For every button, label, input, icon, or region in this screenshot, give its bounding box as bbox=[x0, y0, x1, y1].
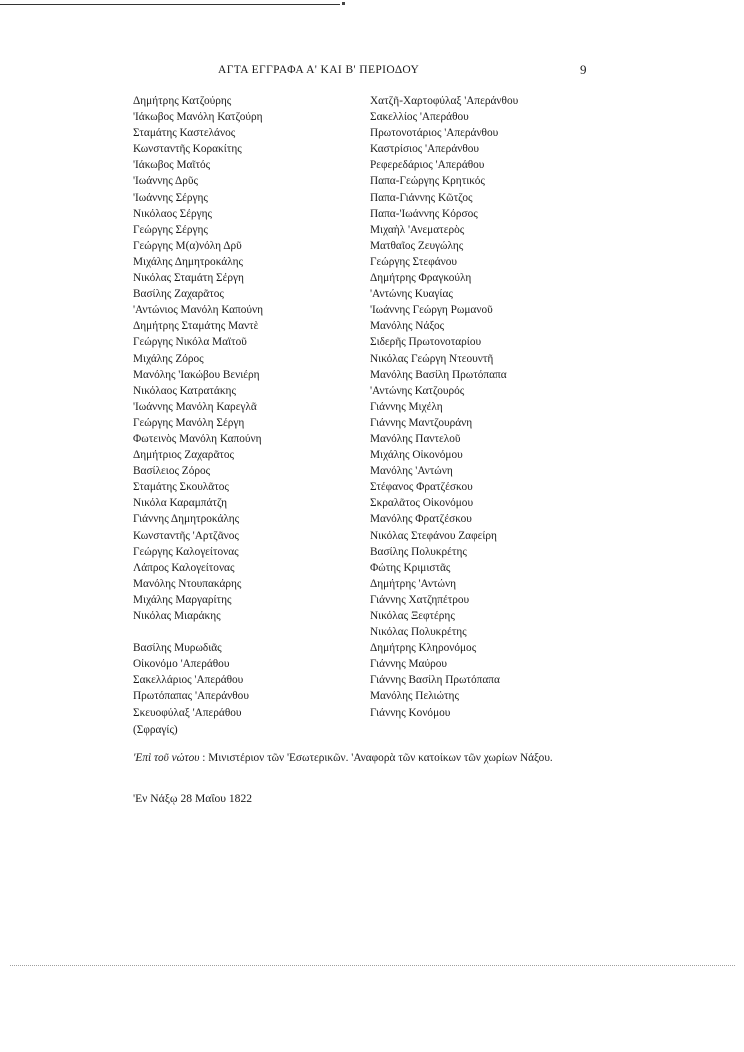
top-rule bbox=[0, 4, 340, 5]
signatory-name: Νικόλας Στεφάνου Ζαφείρη bbox=[370, 529, 497, 542]
signatory-name: Μανόλης Φρατζέσκου bbox=[370, 513, 472, 526]
signatory-name: Νικόλα Καραμπάτζη bbox=[133, 497, 228, 510]
signatory-name: Δημήτρης Φραγκούλη bbox=[370, 272, 472, 285]
signatory-name: Γιάννης Μαύρου bbox=[370, 658, 447, 671]
signatory-name: Φωτεινὸς Μανόλη Καπούνη bbox=[133, 432, 262, 445]
page-header bbox=[0, 64, 744, 82]
signatory-name: Πρωτονοτάριος 'Απεράνθου bbox=[370, 127, 499, 140]
signatory-name: Γεώργης Στεφάνου bbox=[370, 255, 457, 268]
signatory-name: Γιάννης Κονόμου bbox=[370, 706, 451, 719]
signatory-name: Σακελλίος 'Απεράθου bbox=[370, 111, 469, 124]
signatory-name: Σταμάτης Καστελάνος bbox=[133, 127, 236, 140]
signatory-name: Οἰκονόμο 'Απεράθου bbox=[133, 658, 230, 671]
signatory-name: Μιχάλης Μαργαρίτης bbox=[133, 593, 232, 606]
signatories-right-column bbox=[370, 93, 518, 721]
signatory-name: Παπα-Γεώργης Κρητικός bbox=[370, 175, 485, 188]
verso-text: : Μινιστέριον τῶν 'Εσωτερικῶν. 'Αναφορὰ τῶν κατοίκων τῶν χωρίων Νάξου. bbox=[199, 752, 553, 764]
signatory-name: 'Αντώνης Κυαγίας bbox=[370, 288, 453, 301]
signatory-name: Γιάννης Βασίλη Πρωτόπαπα bbox=[370, 674, 500, 687]
signatory-name: Σταμάτης Σκουλᾶτος bbox=[133, 481, 229, 494]
signatory-name: Δημήτριος Ζαχαρᾶτος bbox=[133, 449, 235, 462]
signatory-name: 'Αντώνιος Μανόλη Καπούνη bbox=[133, 304, 263, 317]
signatory-name: Μανόλης 'Αντώνη bbox=[370, 465, 453, 478]
signatory-name: 'Αντώνης Κατζουρός bbox=[370, 384, 465, 397]
signatory-name: Νικόλαος Σέργης bbox=[133, 207, 212, 220]
signatory-name: Ρεφερεδάριος 'Απεράθου bbox=[370, 159, 485, 172]
signatory-name: Χατζῆ-Χαρτοφύλαξ 'Απεράνθου bbox=[370, 95, 519, 107]
verso-label: 'Επὶ τοῦ νώτου bbox=[133, 752, 200, 764]
signatory-name: Φώτης Κριμιστᾶς bbox=[370, 561, 451, 574]
signatory-name: Μανόλης Παντελοῦ bbox=[370, 432, 461, 445]
signatory-name: Βασίλης Πολυκρέτης bbox=[370, 545, 467, 558]
signatory-name: Γεώργης Καλογείτονας bbox=[133, 545, 239, 558]
signatory-name: Νικόλας Ξεφτέρης bbox=[370, 610, 455, 622]
signatory-name: Σκευοφύλαξ 'Απεράθου bbox=[133, 706, 242, 719]
signatory-name: Παπα-'Ιωάννης Κόρσος bbox=[370, 207, 478, 220]
signatory-name: Μανόλης Νάξος bbox=[370, 320, 445, 333]
signatory-name: 'Ιωάννης Δρῦς bbox=[133, 175, 198, 188]
signatory-name: 'Ιωάννης Μανόλη Καρεγλᾶ bbox=[133, 400, 257, 413]
signatory-name: Γιάννης Χατζηπέτρου bbox=[370, 593, 470, 606]
seal-note: (Σφραγίς) bbox=[133, 724, 178, 736]
column-gap bbox=[133, 624, 263, 640]
signatory-name: Νικόλας Πολυκρέτης bbox=[370, 626, 467, 639]
signatory-name: Μανόλης Ντουπακάρης bbox=[133, 577, 242, 590]
signatory-name: Κωνσταντῆς Κορακίτης bbox=[133, 143, 242, 156]
top-rule-mark bbox=[342, 2, 345, 5]
signatory-name: Δημήτρης 'Αντώνη bbox=[370, 577, 456, 590]
signatory-name: Δημήτρης Κληρονόμος bbox=[370, 642, 477, 655]
signatory-name: Βασίλης Μυρωδιᾶς bbox=[133, 642, 222, 655]
signatory-name: Μανόλης Πελιώτης bbox=[370, 690, 459, 703]
signatory-name: Μιχάλης Οἰκονόμου bbox=[370, 449, 463, 462]
scan-edge-marks bbox=[10, 965, 735, 968]
signatory-name: Νικόλαος Κατρατάκης bbox=[133, 384, 236, 397]
signatory-name: Μιχάλης Δημητροκάλης bbox=[133, 255, 243, 268]
signatory-name: Γιάννης Μαντζουράνη bbox=[370, 416, 473, 429]
signatory-name: Παπα-Γιάννης Κῶτζος bbox=[370, 191, 473, 204]
signatory-name: Νικόλας Γεώργη Ντεουντῆ bbox=[370, 352, 494, 365]
signatory-name: Γεώργης Μ(α)νόλη Δρῦ bbox=[133, 239, 242, 252]
signatory-name: 'Ιωάννης Γεώργη Ρωμανοῦ bbox=[370, 304, 493, 317]
signatory-name: Μιχαὴλ 'Ανεματερὸς bbox=[370, 223, 465, 236]
signatories-left-column bbox=[133, 93, 263, 721]
signatory-name: Γεώργης Σέργης bbox=[133, 223, 208, 236]
signatory-name: Πρωτόπαπας 'Απεράνθου bbox=[133, 690, 249, 703]
page-number: 9 bbox=[580, 62, 587, 77]
running-title: ΑΓΤΑ ΕΓΓΡΑΦΑ Α' ΚΑΙ Β' ΠΕΡΙΟΔΟΥ bbox=[218, 64, 420, 76]
signatory-name: Λάπρος Καλογείτονας bbox=[133, 561, 235, 574]
signatory-name: 'Ιωάννης Σέργης bbox=[133, 191, 208, 204]
signatory-name: Δημήτρης Κατζούρης bbox=[133, 95, 232, 107]
signatory-name: Μανόλης Βασίλη Πρωτόπαπα bbox=[370, 368, 507, 381]
signatory-name: Μανόλης 'Ιακώβου Βενιέρη bbox=[133, 368, 260, 381]
signatory-name: Στέφανος Φρατζέσκου bbox=[370, 481, 473, 494]
signatory-name: Μιχάλης Ζόρος bbox=[133, 352, 204, 365]
signatory-name: Γεώργης Μανόλη Σέργη bbox=[133, 416, 245, 429]
signatory-name: Νικόλας Μιαράκης bbox=[133, 610, 221, 622]
signatory-name: Γεώργης Νικόλα Μαϊτοῦ bbox=[133, 336, 247, 349]
signatory-name: Καστρίσιος 'Απεράνθου bbox=[370, 143, 479, 156]
signatory-name: Βασίλης Ζαχαρᾶτος bbox=[133, 288, 224, 301]
signatory-name: Σκραλᾶτος Οἰκονόμου bbox=[370, 497, 474, 510]
signatory-name: Κωνσταντῆς 'Αρτζᾶνος bbox=[133, 529, 239, 542]
verso-note bbox=[133, 750, 593, 767]
place-date: 'Εν Νάξῳ 28 Μαΐου 1822 bbox=[133, 792, 253, 805]
signatory-name: Γιάννης Δημητροκάλης bbox=[133, 513, 240, 526]
signatory-name: Νικόλας Σταμάτη Σέργη bbox=[133, 272, 244, 285]
signatory-name: Σιδερῆς Πρωτονοταρίου bbox=[370, 336, 482, 349]
signatory-name: 'Ιάκωβος Μαῖτός bbox=[133, 159, 211, 172]
signatory-name: Γιάννης Μιχέλη bbox=[370, 400, 443, 413]
signatory-name: Δημήτρης Σταμάτης Μαντὲ bbox=[133, 320, 259, 333]
signatory-name: Σακελλάριος 'Απεράθου bbox=[133, 674, 244, 687]
signatory-name: 'Ιάκωβος Μανόλη Κατζούρη bbox=[133, 111, 263, 124]
signatory-name: Ματθαῖος Ζευγώλης bbox=[370, 239, 464, 252]
signatory-name: Βασίλειος Ζόρος bbox=[133, 465, 211, 478]
